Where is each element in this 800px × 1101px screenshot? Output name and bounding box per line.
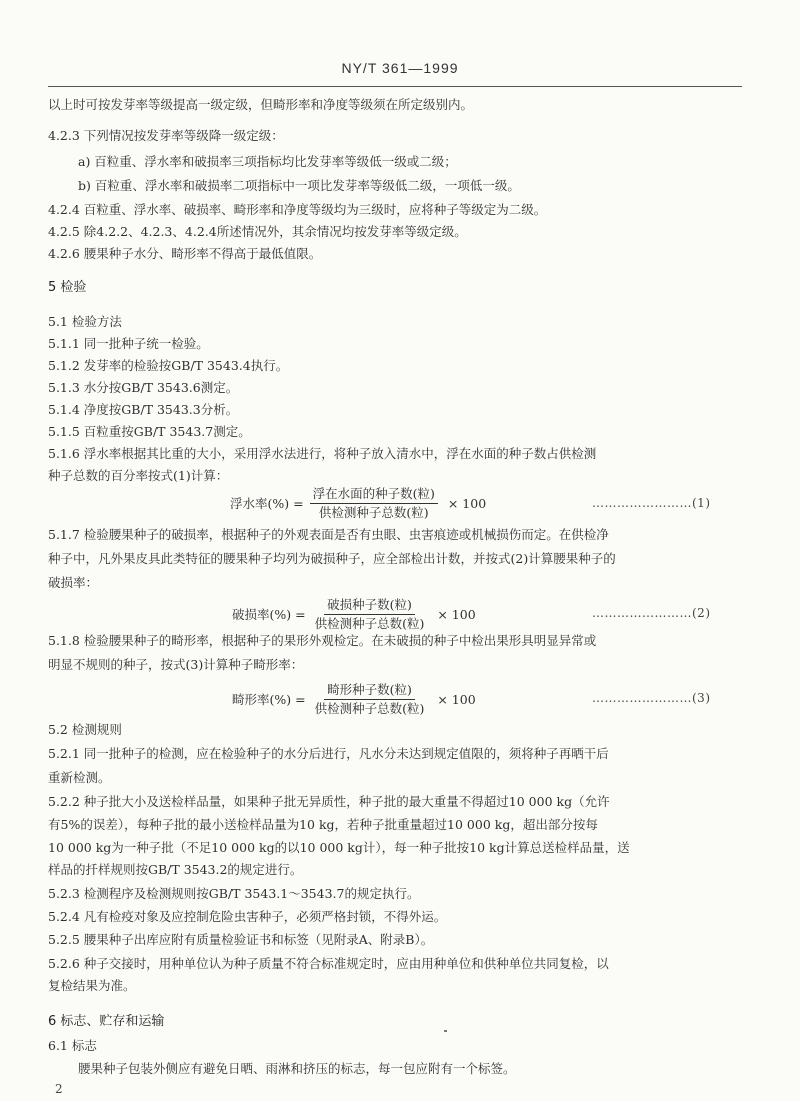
- formula-numerator: 畸形种子数(粒): [324, 682, 415, 700]
- formula-numerator: 破损种子数(粒): [324, 597, 415, 615]
- equation-number-3: ……………………(3): [592, 691, 711, 705]
- formula-factor: × 100: [447, 495, 487, 511]
- page-header-standard-code: NY/T 361—1999: [341, 60, 459, 76]
- formula-2: [232, 597, 476, 632]
- clause-5-2-2: 5.2.2 种子批大小及送检样品量，如果种子批无异质性，种子批的最大重量不得超过10 000 kg（允许: [48, 794, 610, 809]
- formula-denominator: 供检测种子总数(粒): [318, 505, 429, 520]
- text-line: 明显不规则的种子，按式(3)计算种子畸形率：: [48, 657, 304, 672]
- clause-4-2-4: 4.2.4 百粒重、浮水率、破损率、畸形率和净度等级均为三级时，应将种子等级定为二级。: [48, 202, 547, 217]
- formula-1: [230, 486, 486, 521]
- clause-5-1-7: 5.1.7 检验腰果种子的破损率，根据种子的外观表面是否有虫眼、虫害痕迹或机械损伤而定。在供检净: [48, 527, 609, 542]
- text-line: 复检结果为准。: [48, 978, 136, 993]
- clause-5-1-1: 5.1.1 同一批种子统一检验。: [48, 336, 209, 351]
- formula-lhs: 破损率(%) =: [232, 606, 306, 622]
- clause-4-2-6: 4.2.6 腰果种子水分、畸形率不得高于最低值限。: [48, 246, 322, 261]
- text-line: 样品的扦样规则按GB/T 3543.2的规定进行。: [48, 862, 303, 877]
- formula-fraction: [312, 597, 428, 632]
- clause-5-2-1: 5.2.1 同一批种子的检测，应在检验种子的水分后进行，凡水分未达到规定值限的，须将种子再晒干后: [48, 746, 609, 761]
- clause-5-2-5: 5.2.5 腰果种子出库应附有质量检验证书和标签（见附录A、附录B）。: [48, 932, 434, 947]
- formula-denominator: 供检测种子总数(粒): [314, 701, 425, 716]
- section-heading-6: 6 标志、贮存和运输: [48, 1014, 165, 1029]
- clause-5-2-6: 5.2.6 种子交接时，用种单位认为种子质量不符合标准规定时，应由用种单位和供种单位共同复检，以: [48, 956, 609, 971]
- page-number: 2: [55, 1082, 63, 1096]
- formula-fraction: [310, 486, 438, 521]
- subsection-heading-5-2: 5.2 检测规则: [48, 722, 122, 737]
- clause-4-2-3: 4.2.3 下列情况按发芽率等级降一级定级：: [48, 128, 284, 143]
- formula-fraction: [312, 682, 428, 717]
- formula-factor: × 100: [437, 606, 476, 622]
- text-line: 重新检测。: [48, 770, 111, 785]
- formula-lhs: 浮水率(%) =: [230, 495, 304, 511]
- list-item-b: b) 百粒重、浮水率和破损率二项指标中一项比发芽率等级低二级，一项低一级。: [78, 178, 520, 193]
- text-line: 种子中，凡外果皮具此类特征的腰果种子均列为破损种子，应全部检出计数，并按式(2)计算腰果种子的: [48, 551, 616, 566]
- text-line: 有5%的误差），每种子批的最小送检样品量为10 kg，若种子批重量超过10 000 kg，超出部分按每: [48, 817, 598, 832]
- text-line: 10 000 kg为一种子批（不足10 000 kg的以10 000 kg计），每一种子批按10 kg计算总送检样品量，送: [48, 840, 630, 855]
- clause-5-1-5: 5.1.5 百粒重按GB/T 3543.7测定。: [48, 424, 251, 439]
- clause-5-2-4: 5.2.4 凡有检疫对象及应控制危险虫害种子，必须严格封锁，不得外运。: [48, 909, 447, 924]
- clause-4-2-5: 4.2.5 除4.2.2、4.2.3、4.2.4所述情况外，其余情况均按发芽率等级定级。: [48, 224, 467, 239]
- text-line: 以上时可按发芽率等级提高一级定级，但畸形率和净度等级须在所定级别内。: [48, 97, 474, 112]
- clause-5-1-8: 5.1.8 检验腰果种子的畸形率，根据种子的果形外观检定。在未破损的种子中检出果形具明显异常或: [48, 633, 597, 648]
- equation-number-2: ……………………(2): [592, 606, 711, 620]
- formula-factor: × 100: [437, 691, 476, 707]
- list-item-a: a) 百粒重、浮水率和破损率三项指标均比发芽率等级低一级或二级；: [78, 154, 457, 169]
- formula-denominator: 供检测种子总数(粒): [314, 616, 425, 631]
- clause-5-1-2: 5.1.2 发芽率的检验按GB/T 3543.4执行。: [48, 358, 289, 373]
- clause-5-1-3: 5.1.3 水分按GB/T 3543.6测定。: [48, 380, 239, 395]
- clause-5-1-6: 5.1.6 浮水率根据其比重的大小，采用浮水法进行，将种子放入清水中，浮在水面的种子数占供检测: [48, 446, 597, 461]
- scan-speck: [444, 1030, 447, 1032]
- clause-5-2-3: 5.2.3 检测程序及检测规则按GB/T 3543.1～3543.7的规定执行。: [48, 886, 420, 901]
- clause-5-1-4: 5.1.4 净度按GB/T 3543.3分析。: [48, 402, 239, 417]
- subsection-heading-6-1: 6.1 标志: [48, 1038, 97, 1053]
- header-rule: [48, 86, 742, 87]
- formula-3: [232, 682, 476, 717]
- text-line: 腰果种子包装外侧应有避免日晒、雨淋和挤压的标志，每一包应附有一个标签。: [78, 1061, 516, 1076]
- subsection-heading-5-1: 5.1 检验方法: [48, 314, 122, 329]
- equation-number-1: ……………………(1): [592, 496, 711, 510]
- section-heading-5: 5 检验: [48, 280, 87, 295]
- formula-numerator: 浮在水面的种子数(粒): [310, 486, 438, 504]
- text-line: 种子总数的百分率按式(1)计算：: [48, 468, 229, 483]
- formula-lhs: 畸形率(%) =: [232, 691, 306, 707]
- text-line: 破损率：: [48, 575, 99, 590]
